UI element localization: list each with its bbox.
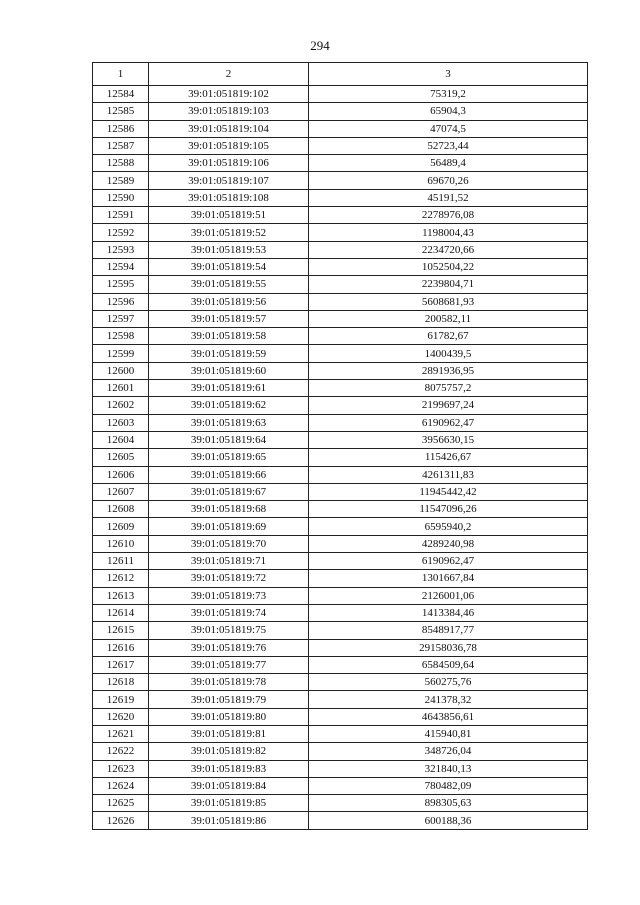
table-row — [93, 777, 588, 794]
row-number-cell: 12602 — [93, 397, 149, 414]
cadastral-number-cell: 39:01:051819:73 — [149, 587, 309, 604]
table-row — [93, 189, 588, 206]
cadastral-number-cell: 39:01:051819:59 — [149, 345, 309, 362]
table-row — [93, 760, 588, 777]
value-cell: 2126001,06 — [309, 587, 588, 604]
cadastral-number-cell: 39:01:051819:78 — [149, 674, 309, 691]
value-cell: 56489,4 — [309, 155, 588, 172]
value-cell: 69670,26 — [309, 172, 588, 189]
cadastral-number-cell: 39:01:051819:102 — [149, 86, 309, 103]
row-number-cell: 12592 — [93, 224, 149, 241]
value-cell: 5608681,93 — [309, 293, 588, 310]
value-cell: 8548917,77 — [309, 622, 588, 639]
value-cell: 898305,63 — [309, 795, 588, 812]
row-number-cell: 12600 — [93, 362, 149, 379]
table-row — [93, 241, 588, 258]
table-row — [93, 812, 588, 829]
cadastral-number-cell: 39:01:051819:70 — [149, 535, 309, 552]
cadastral-number-cell: 39:01:051819:67 — [149, 483, 309, 500]
cadastral-number-cell: 39:01:051819:106 — [149, 155, 309, 172]
table-row — [93, 535, 588, 552]
row-number-cell: 12620 — [93, 708, 149, 725]
value-cell: 2199697,24 — [309, 397, 588, 414]
table-row — [93, 639, 588, 656]
row-number-cell: 12626 — [93, 812, 149, 829]
value-cell: 560275,76 — [309, 674, 588, 691]
table-row — [93, 431, 588, 448]
table-row — [93, 708, 588, 725]
value-cell: 6190962,47 — [309, 553, 588, 570]
table-row — [93, 622, 588, 639]
cadastral-number-cell: 39:01:051819:52 — [149, 224, 309, 241]
cadastral-number-cell: 39:01:051819:83 — [149, 760, 309, 777]
cadastral-number-cell: 39:01:051819:69 — [149, 518, 309, 535]
table-header-row — [93, 63, 588, 86]
row-number-cell: 12593 — [93, 241, 149, 258]
value-cell: 4643856,61 — [309, 708, 588, 725]
cadastral-number-cell: 39:01:051819:82 — [149, 743, 309, 760]
value-cell: 6584509,64 — [309, 656, 588, 673]
row-number-cell: 12603 — [93, 414, 149, 431]
cadastral-number-cell: 39:01:051819:105 — [149, 137, 309, 154]
table-row — [93, 725, 588, 742]
row-number-cell: 12617 — [93, 656, 149, 673]
cadastral-number-cell: 39:01:051819:77 — [149, 656, 309, 673]
table-row — [93, 120, 588, 137]
value-cell: 8075757,2 — [309, 380, 588, 397]
row-number-cell: 12586 — [93, 120, 149, 137]
cadastral-number-cell: 39:01:051819:75 — [149, 622, 309, 639]
cadastral-number-cell: 39:01:051819:54 — [149, 258, 309, 275]
table-row — [93, 397, 588, 414]
table-row — [93, 743, 588, 760]
table-body — [93, 86, 588, 830]
cadastral-number-cell: 39:01:051819:71 — [149, 553, 309, 570]
value-cell: 4261311,83 — [309, 466, 588, 483]
row-number-cell: 12618 — [93, 674, 149, 691]
cadastral-number-cell: 39:01:051819:57 — [149, 310, 309, 327]
value-cell: 2891936,95 — [309, 362, 588, 379]
table-row — [93, 276, 588, 293]
table-row — [93, 345, 588, 362]
row-number-cell: 12594 — [93, 258, 149, 275]
row-number-cell: 12584 — [93, 86, 149, 103]
value-cell: 6190962,47 — [309, 414, 588, 431]
table-row — [93, 258, 588, 275]
cadastral-number-cell: 39:01:051819:53 — [149, 241, 309, 258]
cadastral-number-cell: 39:01:051819:107 — [149, 172, 309, 189]
row-number-cell: 12621 — [93, 725, 149, 742]
cadastral-number-cell: 39:01:051819:61 — [149, 380, 309, 397]
table-row — [93, 501, 588, 518]
cadastral-number-cell: 39:01:051819:80 — [149, 708, 309, 725]
cadastral-table — [92, 62, 588, 830]
value-cell: 11945442,42 — [309, 483, 588, 500]
value-cell: 321840,13 — [309, 760, 588, 777]
row-number-cell: 12614 — [93, 604, 149, 621]
table-row — [93, 155, 588, 172]
cadastral-number-cell: 39:01:051819:63 — [149, 414, 309, 431]
cadastral-number-cell: 39:01:051819:108 — [149, 189, 309, 206]
value-cell: 45191,52 — [309, 189, 588, 206]
table-row — [93, 207, 588, 224]
row-number-cell: 12601 — [93, 380, 149, 397]
table-row — [93, 587, 588, 604]
cadastral-number-cell: 39:01:051819:68 — [149, 501, 309, 518]
value-cell: 1052504,22 — [309, 258, 588, 275]
row-number-cell: 12597 — [93, 310, 149, 327]
row-number-cell: 12588 — [93, 155, 149, 172]
row-number-cell: 12596 — [93, 293, 149, 310]
row-number-cell: 12622 — [93, 743, 149, 760]
row-number-cell: 12609 — [93, 518, 149, 535]
value-cell: 115426,67 — [309, 449, 588, 466]
row-number-cell: 12589 — [93, 172, 149, 189]
row-number-cell: 12587 — [93, 137, 149, 154]
table-row — [93, 137, 588, 154]
row-number-cell: 12624 — [93, 777, 149, 794]
row-number-cell: 12608 — [93, 501, 149, 518]
table-row — [93, 570, 588, 587]
table-row — [93, 674, 588, 691]
value-cell: 52723,44 — [309, 137, 588, 154]
value-cell: 3956630,15 — [309, 431, 588, 448]
row-number-cell: 12616 — [93, 639, 149, 656]
value-cell: 47074,5 — [309, 120, 588, 137]
cadastral-number-cell: 39:01:051819:65 — [149, 449, 309, 466]
table-row — [93, 553, 588, 570]
cadastral-number-cell: 39:01:051819:51 — [149, 207, 309, 224]
cadastral-number-cell: 39:01:051819:85 — [149, 795, 309, 812]
table-row — [93, 604, 588, 621]
table-row — [93, 310, 588, 327]
cadastral-number-cell: 39:01:051819:60 — [149, 362, 309, 379]
cadastral-number-cell: 39:01:051819:84 — [149, 777, 309, 794]
page-number: 294 — [310, 38, 330, 53]
row-number-cell: 12613 — [93, 587, 149, 604]
row-number-cell: 12605 — [93, 449, 149, 466]
value-cell: 29158036,78 — [309, 639, 588, 656]
table-row — [93, 483, 588, 500]
cadastral-number-cell: 39:01:051819:86 — [149, 812, 309, 829]
column-header-2: 2 — [149, 63, 309, 86]
value-cell: 600188,36 — [309, 812, 588, 829]
row-number-cell: 12612 — [93, 570, 149, 587]
row-number-cell: 12625 — [93, 795, 149, 812]
value-cell: 1400439,5 — [309, 345, 588, 362]
value-cell: 1198004,43 — [309, 224, 588, 241]
table-row — [93, 691, 588, 708]
cadastral-number-cell: 39:01:051819:62 — [149, 397, 309, 414]
cadastral-number-cell: 39:01:051819:64 — [149, 431, 309, 448]
cadastral-number-cell: 39:01:051819:56 — [149, 293, 309, 310]
value-cell: 61782,67 — [309, 328, 588, 345]
table-row — [93, 224, 588, 241]
row-number-cell: 12607 — [93, 483, 149, 500]
row-number-cell: 12623 — [93, 760, 149, 777]
row-number-cell: 12590 — [93, 189, 149, 206]
value-cell: 2234720,66 — [309, 241, 588, 258]
value-cell: 2278976,08 — [309, 207, 588, 224]
table-row — [93, 518, 588, 535]
table-row — [93, 380, 588, 397]
row-number-cell: 12598 — [93, 328, 149, 345]
value-cell: 348726,04 — [309, 743, 588, 760]
value-cell: 4289240,98 — [309, 535, 588, 552]
table-row — [93, 86, 588, 103]
value-cell: 780482,09 — [309, 777, 588, 794]
table-row — [93, 103, 588, 120]
cadastral-number-cell: 39:01:051819:72 — [149, 570, 309, 587]
table-row — [93, 449, 588, 466]
row-number-cell: 12615 — [93, 622, 149, 639]
row-number-cell: 12604 — [93, 431, 149, 448]
table-row — [93, 414, 588, 431]
value-cell: 415940,81 — [309, 725, 588, 742]
row-number-cell: 12619 — [93, 691, 149, 708]
cadastral-number-cell: 39:01:051819:66 — [149, 466, 309, 483]
row-number-cell: 12585 — [93, 103, 149, 120]
value-cell: 2239804,71 — [309, 276, 588, 293]
row-number-cell: 12595 — [93, 276, 149, 293]
cadastral-number-cell: 39:01:051819:81 — [149, 725, 309, 742]
table-row — [93, 362, 588, 379]
cadastral-number-cell: 39:01:051819:104 — [149, 120, 309, 137]
row-number-cell: 12611 — [93, 553, 149, 570]
value-cell: 11547096,26 — [309, 501, 588, 518]
value-cell: 241378,32 — [309, 691, 588, 708]
table-row — [93, 172, 588, 189]
column-header-1: 1 — [93, 63, 149, 86]
table-row — [93, 293, 588, 310]
value-cell: 1413384,46 — [309, 604, 588, 621]
value-cell: 75319,2 — [309, 86, 588, 103]
row-number-cell: 12606 — [93, 466, 149, 483]
row-number-cell: 12610 — [93, 535, 149, 552]
value-cell: 65904,3 — [309, 103, 588, 120]
table-row — [93, 328, 588, 345]
value-cell: 6595940,2 — [309, 518, 588, 535]
row-number-cell: 12591 — [93, 207, 149, 224]
value-cell: 1301667,84 — [309, 570, 588, 587]
column-header-3: 3 — [309, 63, 588, 86]
cadastral-number-cell: 39:01:051819:103 — [149, 103, 309, 120]
table-row — [93, 656, 588, 673]
row-number-cell: 12599 — [93, 345, 149, 362]
table-row — [93, 795, 588, 812]
value-cell: 200582,11 — [309, 310, 588, 327]
table-row — [93, 466, 588, 483]
cadastral-number-cell: 39:01:051819:55 — [149, 276, 309, 293]
cadastral-number-cell: 39:01:051819:58 — [149, 328, 309, 345]
cadastral-number-cell: 39:01:051819:79 — [149, 691, 309, 708]
cadastral-number-cell: 39:01:051819:76 — [149, 639, 309, 656]
cadastral-number-cell: 39:01:051819:74 — [149, 604, 309, 621]
